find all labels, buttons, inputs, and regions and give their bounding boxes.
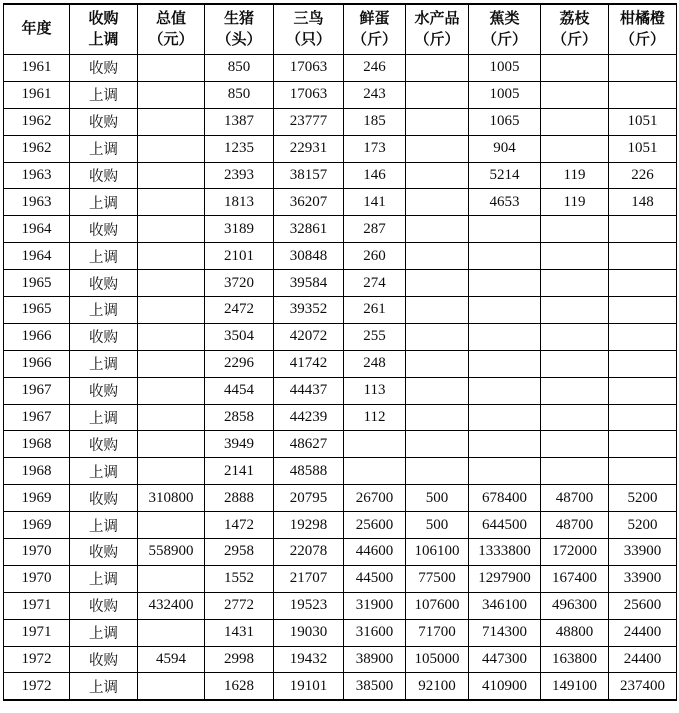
cell-value: 2393	[205, 162, 274, 189]
cell-value	[609, 350, 677, 377]
cell-value	[406, 55, 469, 82]
column-header-6	[406, 4, 469, 55]
cell-value	[138, 404, 205, 431]
column-header-line2: （元）	[148, 31, 194, 48]
cell-value	[541, 297, 609, 324]
cell-value: 113	[344, 377, 406, 404]
cell-value	[138, 243, 205, 270]
cell-value	[138, 565, 205, 592]
cell-value	[469, 350, 541, 377]
cell-value: 30848	[274, 243, 344, 270]
cell-value	[406, 81, 469, 108]
column-header-line1: 三鸟	[293, 11, 324, 28]
cell-year: 1962	[4, 108, 70, 135]
cell-value	[406, 458, 469, 485]
cell-value	[406, 135, 469, 162]
cell-value: 19298	[274, 512, 344, 539]
cell-value: 274	[344, 270, 406, 297]
column-header-line2: （只）	[285, 31, 331, 48]
column-header-line2: （头）	[216, 31, 262, 48]
cell-type: 收购	[70, 539, 138, 566]
cell-value: 24400	[609, 619, 677, 646]
cell-value: 1431	[205, 619, 274, 646]
cell-value: 4454	[205, 377, 274, 404]
column-header-line1: 蕉类	[489, 11, 520, 28]
cell-value: 48588	[274, 458, 344, 485]
cell-value: 25600	[609, 592, 677, 619]
table-row	[4, 377, 677, 404]
cell-type: 上调	[70, 673, 138, 700]
table-row	[4, 55, 677, 82]
cell-value	[541, 81, 609, 108]
cell-value: 36207	[274, 189, 344, 216]
cell-type: 收购	[70, 485, 138, 512]
cell-value	[406, 108, 469, 135]
cell-value	[138, 350, 205, 377]
cell-type: 收购	[70, 55, 138, 82]
cell-value	[469, 297, 541, 324]
cell-value: 26700	[344, 485, 406, 512]
cell-year: 1967	[4, 404, 70, 431]
cell-value	[541, 55, 609, 82]
cell-type: 上调	[70, 512, 138, 539]
column-header-1	[70, 4, 138, 55]
cell-value: 1813	[205, 189, 274, 216]
cell-value: 48700	[541, 512, 609, 539]
table-header	[4, 4, 677, 55]
column-header-line1: 柑橘橙	[619, 11, 665, 28]
cell-value: 3504	[205, 323, 274, 350]
column-header-line1: 年度	[21, 21, 52, 38]
cell-value	[138, 189, 205, 216]
cell-value: 33900	[609, 539, 677, 566]
cell-year: 1968	[4, 458, 70, 485]
cell-value: 146	[344, 162, 406, 189]
cell-value: 42072	[274, 323, 344, 350]
cell-year: 1972	[4, 646, 70, 673]
cell-value: 2858	[205, 404, 274, 431]
cell-value	[138, 81, 205, 108]
cell-value	[541, 243, 609, 270]
cell-type: 收购	[70, 592, 138, 619]
cell-value	[541, 404, 609, 431]
cell-year: 1968	[4, 431, 70, 458]
table-row	[4, 135, 677, 162]
cell-value	[541, 216, 609, 243]
cell-value	[406, 404, 469, 431]
cell-value: 904	[469, 135, 541, 162]
cell-year: 1967	[4, 377, 70, 404]
cell-value	[469, 458, 541, 485]
cell-value	[138, 323, 205, 350]
cell-value: 119	[541, 189, 609, 216]
cell-value: 31600	[344, 619, 406, 646]
cell-value: 3189	[205, 216, 274, 243]
cell-type: 上调	[70, 135, 138, 162]
table-row	[4, 404, 677, 431]
cell-type: 收购	[70, 270, 138, 297]
cell-value: 2141	[205, 458, 274, 485]
cell-value	[541, 431, 609, 458]
cell-value: 38157	[274, 162, 344, 189]
cell-value: 38500	[344, 673, 406, 700]
cell-value: 41742	[274, 350, 344, 377]
table-row	[4, 458, 677, 485]
table-row	[4, 673, 677, 700]
column-header-line2: （斤）	[619, 31, 665, 48]
cell-value	[138, 673, 205, 700]
cell-type: 上调	[70, 350, 138, 377]
cell-value: 447300	[469, 646, 541, 673]
table-row	[4, 350, 677, 377]
cell-year: 1969	[4, 485, 70, 512]
cell-value: 346100	[469, 592, 541, 619]
cell-value: 19432	[274, 646, 344, 673]
cell-value	[609, 81, 677, 108]
cell-value: 1552	[205, 565, 274, 592]
cell-type: 上调	[70, 189, 138, 216]
cell-value: 25600	[344, 512, 406, 539]
cell-value: 678400	[469, 485, 541, 512]
cell-value	[609, 243, 677, 270]
table-row	[4, 485, 677, 512]
cell-type: 收购	[70, 431, 138, 458]
column-header-line2: （斤）	[551, 31, 597, 48]
cell-value	[469, 323, 541, 350]
cell-value: 20795	[274, 485, 344, 512]
cell-value: 22931	[274, 135, 344, 162]
cell-value: 17063	[274, 55, 344, 82]
cell-value	[406, 189, 469, 216]
cell-value	[138, 297, 205, 324]
cell-value	[138, 619, 205, 646]
cell-value: 44500	[344, 565, 406, 592]
cell-year: 1963	[4, 162, 70, 189]
table-row	[4, 270, 677, 297]
cell-type: 上调	[70, 297, 138, 324]
table-row	[4, 297, 677, 324]
cell-value: 1387	[205, 108, 274, 135]
cell-value	[469, 270, 541, 297]
cell-value	[138, 55, 205, 82]
cell-year: 1964	[4, 216, 70, 243]
cell-value	[469, 431, 541, 458]
cell-value: 1005	[469, 55, 541, 82]
cell-value	[406, 377, 469, 404]
cell-value: 850	[205, 55, 274, 82]
cell-value: 260	[344, 243, 406, 270]
table-row	[4, 431, 677, 458]
cell-year: 1969	[4, 512, 70, 539]
column-header-line1: 荔枝	[559, 11, 590, 28]
cell-value: 496300	[541, 592, 609, 619]
cell-value	[609, 377, 677, 404]
cell-value: 2101	[205, 243, 274, 270]
column-header-line2: （斤）	[481, 31, 527, 48]
cell-value: 39352	[274, 297, 344, 324]
cell-value	[138, 512, 205, 539]
table-row	[4, 539, 677, 566]
cell-value	[138, 377, 205, 404]
cell-value	[609, 404, 677, 431]
column-header-line1: 生猪	[223, 11, 254, 28]
cell-value: 4594	[138, 646, 205, 673]
cell-value: 105000	[406, 646, 469, 673]
cell-value: 558900	[138, 539, 205, 566]
cell-value	[541, 350, 609, 377]
cell-value: 226	[609, 162, 677, 189]
column-header-4	[274, 4, 344, 55]
cell-value: 2772	[205, 592, 274, 619]
column-header-line1: 水产品	[414, 11, 460, 28]
cell-value	[469, 243, 541, 270]
column-header-7	[469, 4, 541, 55]
cell-value: 243	[344, 81, 406, 108]
cell-value: 1235	[205, 135, 274, 162]
cell-value: 500	[406, 485, 469, 512]
cell-value: 22078	[274, 539, 344, 566]
cell-value	[541, 270, 609, 297]
cell-year: 1963	[4, 189, 70, 216]
cell-value: 48700	[541, 485, 609, 512]
cell-value: 432400	[138, 592, 205, 619]
column-header-2	[138, 4, 205, 55]
cell-value: 1051	[609, 108, 677, 135]
cell-value: 5200	[609, 512, 677, 539]
cell-value: 2472	[205, 297, 274, 324]
cell-value: 33900	[609, 565, 677, 592]
cell-year: 1962	[4, 135, 70, 162]
cell-value	[609, 431, 677, 458]
table-row	[4, 108, 677, 135]
cell-value	[406, 350, 469, 377]
statistics-table	[3, 3, 677, 701]
column-header-line2: （斤）	[351, 31, 397, 48]
header-row	[4, 4, 677, 55]
cell-type: 收购	[70, 646, 138, 673]
cell-value	[406, 162, 469, 189]
cell-value: 24400	[609, 646, 677, 673]
cell-value: 48627	[274, 431, 344, 458]
cell-type: 上调	[70, 458, 138, 485]
cell-value: 185	[344, 108, 406, 135]
table-row	[4, 216, 677, 243]
cell-year: 1964	[4, 243, 70, 270]
cell-value: 714300	[469, 619, 541, 646]
cell-value: 141	[344, 189, 406, 216]
cell-type: 上调	[70, 243, 138, 270]
cell-value: 48800	[541, 619, 609, 646]
table-row	[4, 243, 677, 270]
cell-value: 237400	[609, 673, 677, 700]
cell-value: 107600	[406, 592, 469, 619]
column-header-9	[609, 4, 677, 55]
cell-value: 255	[344, 323, 406, 350]
column-header-0	[4, 4, 70, 55]
cell-value: 44239	[274, 404, 344, 431]
cell-value	[138, 135, 205, 162]
column-header-line1: 收购	[88, 11, 119, 28]
cell-year: 1970	[4, 565, 70, 592]
cell-value: 1005	[469, 81, 541, 108]
cell-value: 19101	[274, 673, 344, 700]
cell-value: 172000	[541, 539, 609, 566]
cell-type: 上调	[70, 565, 138, 592]
cell-year: 1970	[4, 539, 70, 566]
table-row	[4, 646, 677, 673]
cell-value: 119	[541, 162, 609, 189]
cell-year: 1965	[4, 297, 70, 324]
column-header-5	[344, 4, 406, 55]
cell-value: 92100	[406, 673, 469, 700]
cell-value: 1065	[469, 108, 541, 135]
cell-value	[406, 297, 469, 324]
cell-value	[138, 431, 205, 458]
cell-type: 上调	[70, 404, 138, 431]
cell-value: 31900	[344, 592, 406, 619]
column-header-line1: 鲜蛋	[359, 11, 390, 28]
cell-value: 44437	[274, 377, 344, 404]
cell-value: 3720	[205, 270, 274, 297]
cell-value: 38900	[344, 646, 406, 673]
cell-value	[609, 458, 677, 485]
cell-value: 1333800	[469, 539, 541, 566]
cell-value: 112	[344, 404, 406, 431]
cell-value	[344, 431, 406, 458]
cell-year: 1966	[4, 323, 70, 350]
cell-value: 5214	[469, 162, 541, 189]
cell-value	[138, 458, 205, 485]
cell-value: 32861	[274, 216, 344, 243]
cell-value: 17063	[274, 81, 344, 108]
cell-value	[138, 270, 205, 297]
cell-value: 410900	[469, 673, 541, 700]
column-header-3	[205, 4, 274, 55]
table-row	[4, 162, 677, 189]
cell-value: 5200	[609, 485, 677, 512]
column-header-line2: 上调	[88, 31, 119, 48]
cell-value: 71700	[406, 619, 469, 646]
cell-type: 收购	[70, 216, 138, 243]
table-row	[4, 512, 677, 539]
cell-value: 261	[344, 297, 406, 324]
cell-value	[609, 270, 677, 297]
cell-value: 500	[406, 512, 469, 539]
cell-value: 287	[344, 216, 406, 243]
cell-value: 310800	[138, 485, 205, 512]
cell-value	[541, 108, 609, 135]
cell-value: 167400	[541, 565, 609, 592]
cell-value: 149100	[541, 673, 609, 700]
table-row	[4, 592, 677, 619]
cell-value: 39584	[274, 270, 344, 297]
cell-value: 2296	[205, 350, 274, 377]
cell-value	[469, 377, 541, 404]
table-row	[4, 323, 677, 350]
cell-value: 1297900	[469, 565, 541, 592]
cell-year: 1966	[4, 350, 70, 377]
cell-value	[138, 108, 205, 135]
cell-value	[541, 377, 609, 404]
cell-year: 1971	[4, 619, 70, 646]
cell-value	[138, 162, 205, 189]
column-header-line1: 总值	[155, 11, 186, 28]
cell-value	[344, 458, 406, 485]
cell-value: 173	[344, 135, 406, 162]
cell-value	[609, 323, 677, 350]
cell-value: 2998	[205, 646, 274, 673]
cell-value: 2958	[205, 539, 274, 566]
table-row	[4, 189, 677, 216]
cell-value: 248	[344, 350, 406, 377]
cell-year: 1971	[4, 592, 70, 619]
cell-value	[406, 431, 469, 458]
cell-value	[541, 458, 609, 485]
cell-value: 3949	[205, 431, 274, 458]
cell-value	[138, 216, 205, 243]
cell-type: 上调	[70, 81, 138, 108]
cell-value	[541, 323, 609, 350]
cell-value: 1628	[205, 673, 274, 700]
cell-value	[406, 323, 469, 350]
cell-value	[609, 216, 677, 243]
cell-type: 收购	[70, 377, 138, 404]
cell-value: 77500	[406, 565, 469, 592]
cell-type: 上调	[70, 619, 138, 646]
cell-value: 4653	[469, 189, 541, 216]
cell-value	[609, 55, 677, 82]
cell-value: 19523	[274, 592, 344, 619]
cell-value: 163800	[541, 646, 609, 673]
cell-value: 23777	[274, 108, 344, 135]
table-row	[4, 565, 677, 592]
cell-value	[406, 270, 469, 297]
table-body	[4, 55, 677, 701]
column-header-8	[541, 4, 609, 55]
cell-value	[406, 243, 469, 270]
cell-value: 21707	[274, 565, 344, 592]
cell-value	[541, 135, 609, 162]
cell-value: 850	[205, 81, 274, 108]
table-row	[4, 81, 677, 108]
cell-value: 44600	[344, 539, 406, 566]
cell-type: 收购	[70, 323, 138, 350]
cell-value	[609, 297, 677, 324]
cell-value: 106100	[406, 539, 469, 566]
cell-value: 19030	[274, 619, 344, 646]
cell-value: 644500	[469, 512, 541, 539]
cell-type: 收购	[70, 162, 138, 189]
column-header-line2: （斤）	[414, 31, 460, 48]
cell-value: 246	[344, 55, 406, 82]
cell-year: 1961	[4, 55, 70, 82]
cell-value	[469, 404, 541, 431]
table-row	[4, 619, 677, 646]
cell-year: 1965	[4, 270, 70, 297]
cell-value	[406, 216, 469, 243]
cell-value	[469, 216, 541, 243]
cell-type: 收购	[70, 108, 138, 135]
cell-year: 1972	[4, 673, 70, 700]
cell-value: 148	[609, 189, 677, 216]
cell-value: 1051	[609, 135, 677, 162]
cell-value: 2888	[205, 485, 274, 512]
cell-value: 1472	[205, 512, 274, 539]
cell-year: 1961	[4, 81, 70, 108]
